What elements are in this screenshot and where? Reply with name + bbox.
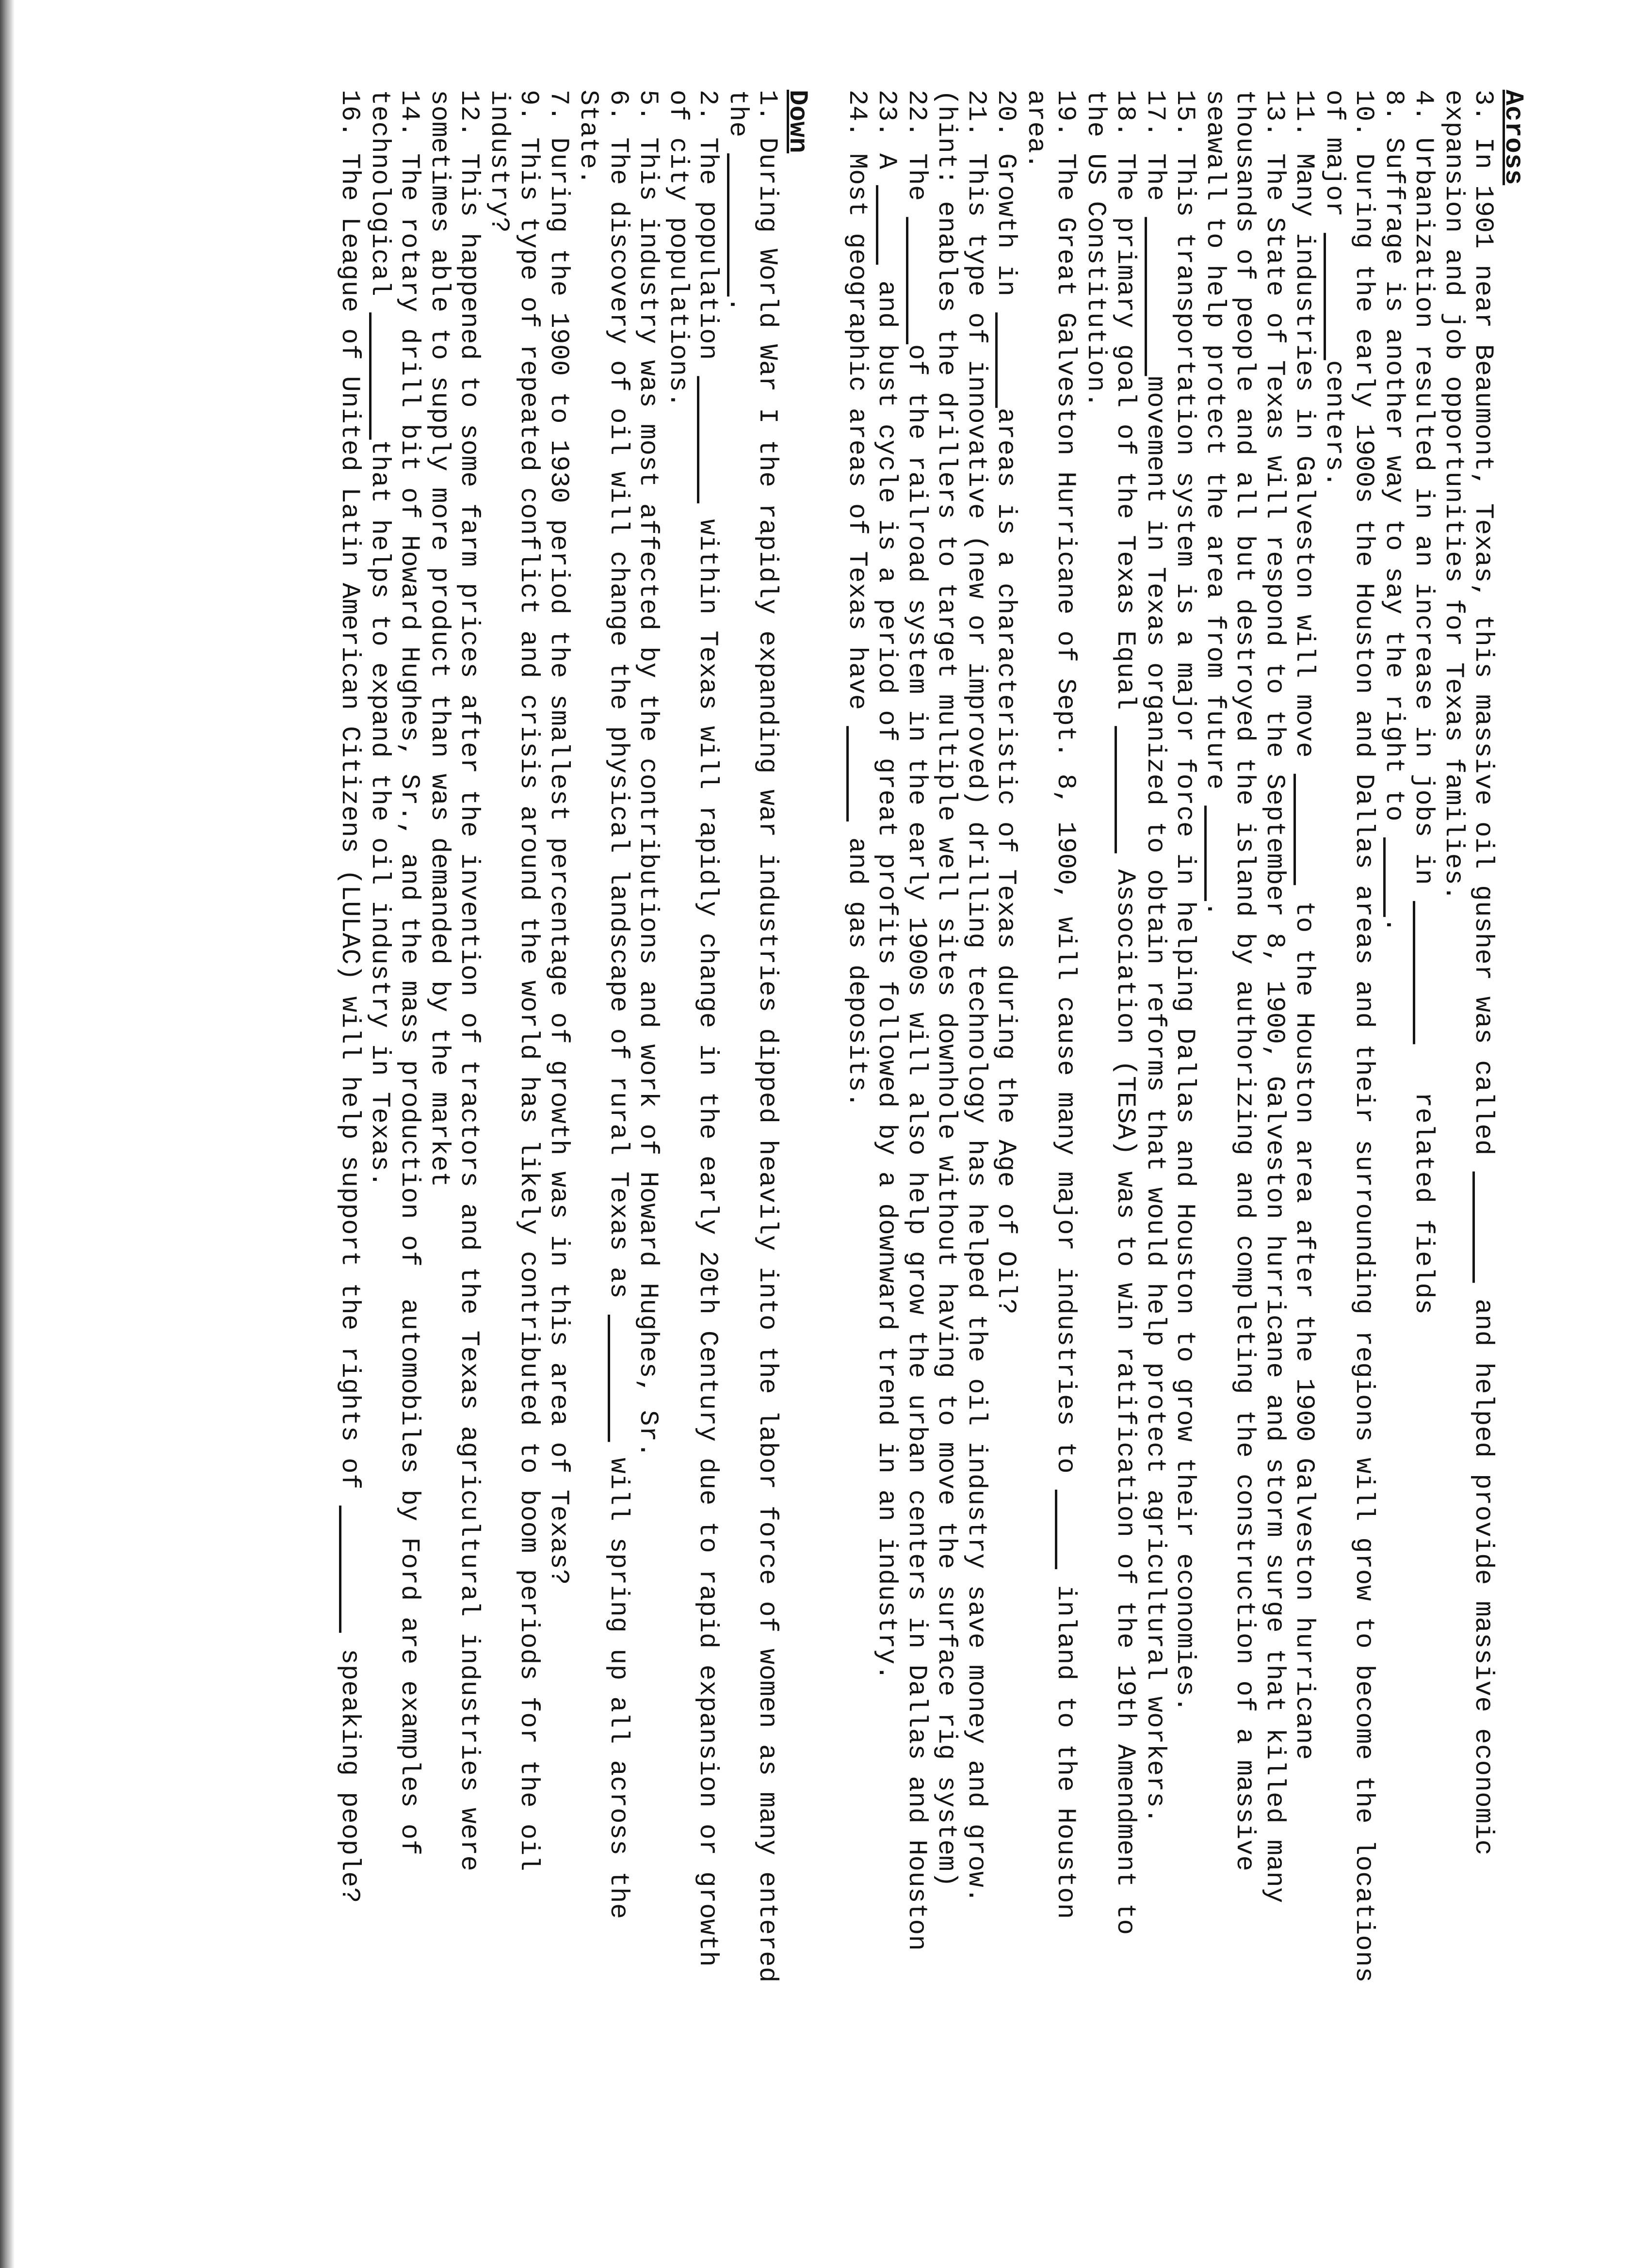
clue-text: to the Houston area after the 1900 Galveston hurricane — [1289, 885, 1319, 1760]
down-heading: Down — [782, 90, 812, 154]
clue-text: 20. Growth in — [991, 90, 1021, 313]
answer-blank — [335, 1506, 365, 1633]
clue-text: area. — [1021, 90, 1051, 170]
clue-text: 13. The State of Texas will respond to the September 8, 1900, Galveston hurricane and storm surge that killed many — [1260, 90, 1289, 1903]
across-clue-line — [1021, 90, 1051, 2117]
clue-text: speaking people? — [335, 1633, 365, 1903]
down-clue-line — [544, 90, 574, 2117]
answer-blank — [723, 153, 752, 296]
clue-text: centers. — [1319, 360, 1349, 488]
across-clue-line — [931, 90, 961, 2117]
clue-text: sometimes able to supply more product than was demanded by the market — [424, 90, 454, 1188]
across-clue-line — [1289, 90, 1319, 2117]
clue-text: of city populations. — [663, 90, 693, 408]
clue-text: 24. Most geographic areas of Texas have — [842, 90, 872, 726]
clue-text: (hint: enables the drillers to target multiple well sites downhole without having to move the surface rig system) — [931, 90, 961, 1887]
clue-text: of the railroad system in the early 1900s will also help grow the urban centers in Dallas and Houston — [902, 344, 931, 1951]
down-clue-line — [454, 90, 484, 2117]
clue-text: . — [1379, 917, 1408, 933]
clue-text: 10. During the early 1900s the Houston and Dallas areas and their surrounding regions will grow to become the locations — [1349, 90, 1379, 1983]
across-clue-line — [872, 90, 902, 2117]
across-clue-line — [1468, 90, 1498, 2117]
down-clue-line — [752, 90, 782, 2117]
across-clue-line — [1081, 90, 1111, 2117]
clue-text: will spring up all across the — [603, 1442, 633, 1919]
answer-blank — [1200, 805, 1229, 901]
across-clue-line — [1408, 90, 1439, 2117]
clue-text: 15. This transportation system is a major force in helping Dallas and Houston to grow their economies. — [1170, 90, 1200, 1713]
clue-text: 14. The rotary drill bit of Howard Hughes, Sr., and the mass production of automobiles by Ford are examples of — [394, 90, 424, 1856]
clue-text: and gas deposits. — [842, 821, 872, 1108]
clue-text: 1. During World War I the rapidly expanding war industries dipped heavily into the labor force of women as many entered — [752, 90, 782, 1983]
clue-text: 18. The primary goal of the Texas Equal — [1110, 90, 1140, 726]
clue-text: expansion and job opportunities for Texas families. — [1439, 90, 1468, 901]
down-clue-line — [394, 90, 424, 2117]
answer-blank — [1111, 726, 1140, 853]
section-spacer — [812, 90, 842, 2117]
across-clue-line — [991, 90, 1021, 2117]
clue-text: 4. Urbanization resulted in an increase in jobs in — [1408, 90, 1439, 901]
clue-text: 21. This type of innovative (new or improved) drilling technology has helped the oil industry save money and grow. — [961, 90, 991, 1903]
clue-text: . — [1200, 901, 1229, 917]
across-clue-line — [1349, 90, 1379, 2117]
clue-text: of major — [1319, 90, 1349, 233]
clue-text: technological — [365, 90, 394, 313]
across-clue-line — [1110, 90, 1140, 2117]
clue-text: within Texas will rapidly change in the early 20th Century due to rapid expansion or growth — [693, 503, 723, 1967]
clue-text: thousands of people and all but destroyed the island by authorizing and completing the construction of a massive — [1229, 90, 1260, 1872]
clue-text: areas is a characteristic of Texas during the Age of Oil? — [991, 408, 1021, 1315]
clue-text: 12. This happened to some farm prices after the invention of tractors and the Texas agricultural industries were — [454, 90, 484, 1872]
clue-text: 5. This industry was most affected by the contributions and work of Howard Hughes, Sr. — [633, 90, 663, 1458]
clue-text: 16. The League of United Latin American Citizens (LULAC) will help support the rights of — [335, 90, 365, 1506]
answer-blank — [842, 726, 872, 821]
across-clue-line — [961, 90, 991, 2117]
across-clue-line — [1051, 90, 1081, 2117]
across-clue-line — [1229, 90, 1260, 2117]
across-clue-line — [1200, 90, 1230, 2117]
answer-blank — [365, 312, 394, 439]
answer-blank — [1140, 217, 1170, 376]
across-clue-list — [842, 90, 1498, 2117]
clue-text: seawall to help protect the area from future — [1200, 90, 1229, 806]
clue-text: industry? — [484, 90, 514, 233]
clue-text: and helped provide massive economic — [1468, 1283, 1498, 1856]
clue-text: 8. Suffrage is another way to say the right to — [1379, 90, 1408, 837]
clue-text: 17. The — [1140, 90, 1170, 217]
across-clue-line — [1439, 90, 1469, 2117]
down-clue-line — [335, 90, 365, 2117]
across-clue-line — [842, 90, 872, 2117]
answer-blank — [1469, 1172, 1498, 1283]
answer-blank — [693, 376, 723, 503]
worksheet-content — [335, 90, 1528, 2117]
clue-text: 11. Many industries in Galveston will move — [1289, 90, 1319, 774]
answer-blank — [603, 1315, 633, 1442]
answer-blank — [902, 217, 931, 344]
clue-text: 7. During the 1900 to 1930 period the smallest percentage of growth was in this area of Texas? — [544, 90, 573, 1585]
answer-blank — [1290, 774, 1319, 885]
down-clue-line — [365, 90, 395, 2117]
down-clue-line — [663, 90, 693, 2117]
answer-blank — [1409, 901, 1439, 1044]
across-clue-line — [1170, 90, 1200, 2117]
clue-text: 9. This type of repeated conflict and crisis around the world has likely contributed to boom periods for the oil — [514, 90, 544, 1872]
clue-text: 6. The discovery of oil will change the physical landscape of rural Texas as — [603, 90, 633, 1315]
down-clue-line — [424, 90, 454, 2117]
across-clue-line — [902, 90, 932, 2117]
clue-text: 23. A — [872, 90, 902, 185]
clue-text: the US Constitution. — [1081, 90, 1110, 408]
down-clue-line — [573, 90, 603, 2117]
clue-text: . — [723, 296, 752, 313]
down-clue-line — [693, 90, 723, 2117]
answer-blank — [872, 185, 902, 265]
down-clue-line — [603, 90, 633, 2117]
across-clue-line — [1319, 90, 1349, 2117]
answer-blank — [1051, 1490, 1081, 1569]
clue-text: the — [723, 90, 752, 154]
answer-blank — [1319, 233, 1349, 360]
clue-text: that helps to expand the oil industry in Texas. — [365, 439, 394, 1188]
down-clue-list — [335, 90, 782, 2117]
clue-text: related fields — [1408, 1044, 1439, 1315]
down-clue-line — [484, 90, 514, 2117]
clue-text: State. — [573, 90, 603, 185]
clue-text: 2. The population — [693, 90, 723, 376]
across-clue-line — [1260, 90, 1290, 2117]
down-clue-line — [514, 90, 544, 2117]
answer-blank — [1379, 837, 1408, 917]
answer-blank — [991, 312, 1021, 408]
across-clue-line — [1140, 90, 1170, 2117]
across-heading: Across — [1498, 90, 1528, 185]
clue-text: 19. The Great Galveston Hurricane of Sept. 8, 1900, will cause many major industries to — [1051, 90, 1081, 1490]
clue-text: 3. In 1901 near Beaumont, Texas, this massive oil gusher was called — [1468, 90, 1498, 1172]
clue-text: inland to the Houston — [1051, 1569, 1081, 1919]
across-clue-line — [1379, 90, 1409, 2117]
clue-text: 22. The — [902, 90, 931, 217]
clue-text: and bust cycle is a period of great profits followed by a downward trend in an industry. — [872, 264, 902, 1681]
clue-text: movement in Texas organized to obtain reforms that would help protect agricultural workers. — [1140, 376, 1170, 1824]
down-clue-line — [723, 90, 753, 2117]
down-clue-line — [633, 90, 663, 2117]
clue-text: Association (TESA) was to win ratification of the 19th Amendment to — [1110, 853, 1140, 1935]
